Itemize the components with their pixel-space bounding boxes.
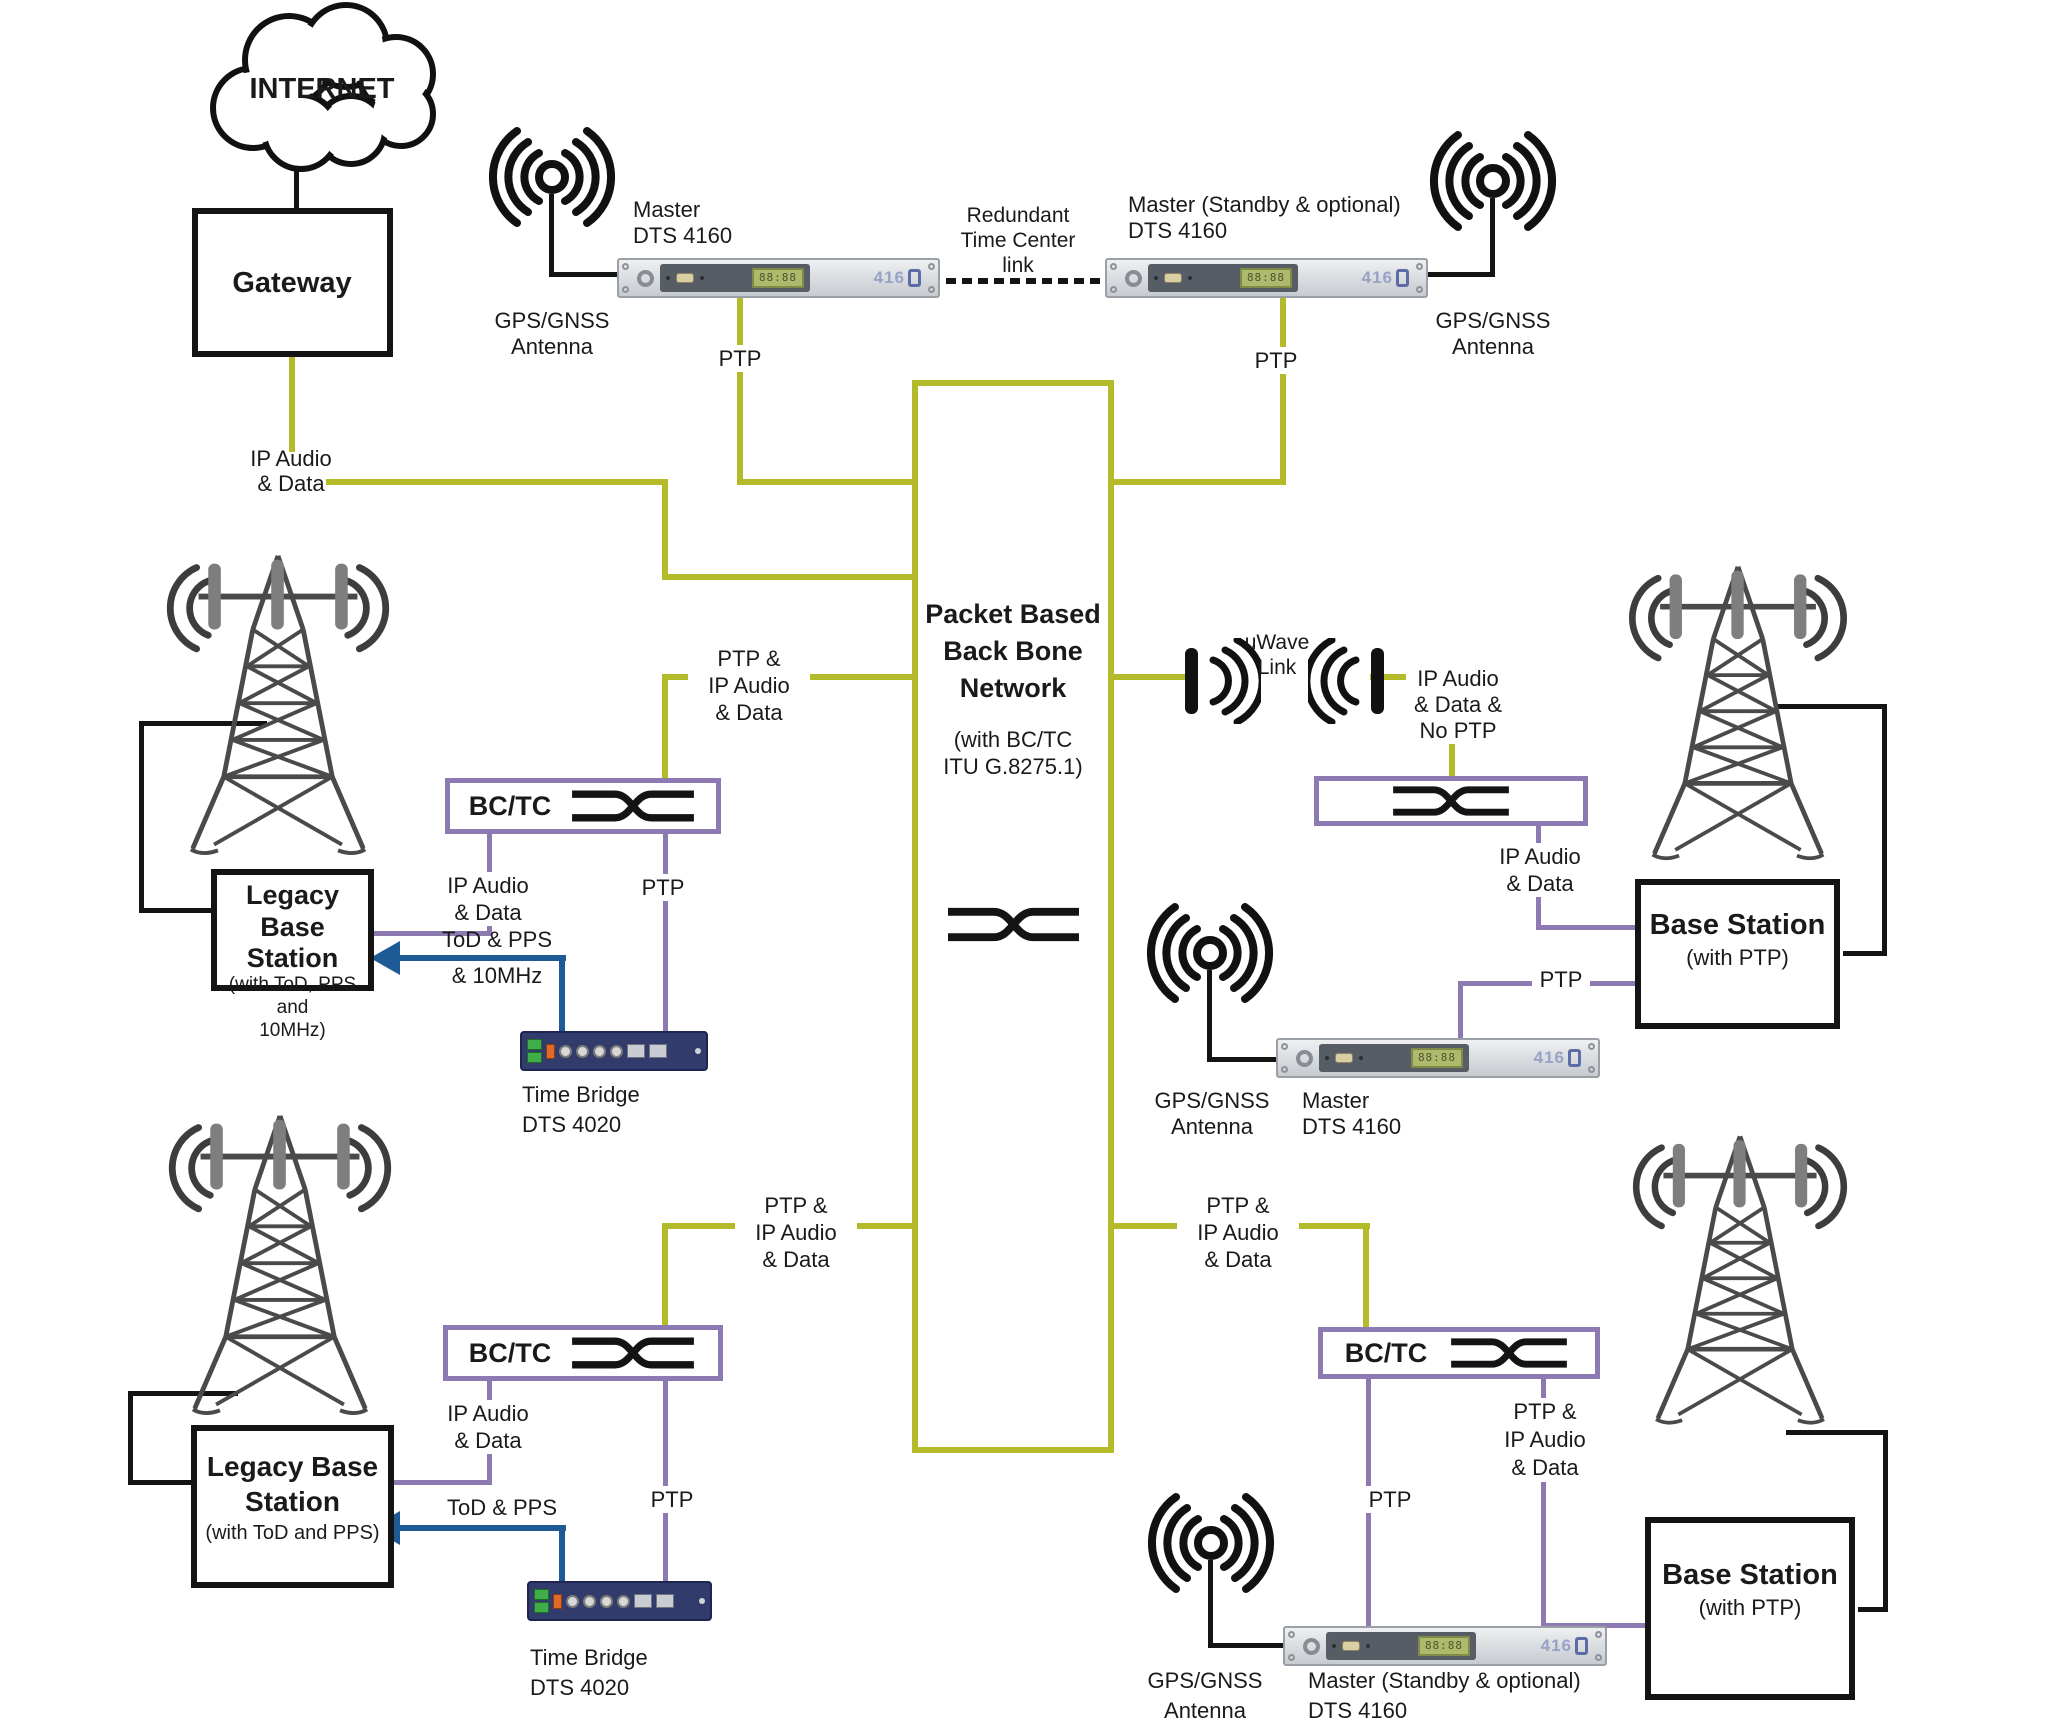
- gps-antenna-icon: [487, 122, 617, 232]
- tower1-link-h2: [139, 908, 213, 913]
- model-4160-mark: 416: [1534, 1048, 1581, 1068]
- model-4160-mark: 416: [1541, 1636, 1588, 1656]
- lcd-display: 88:88: [1411, 1048, 1463, 1068]
- bctc-label: BC/TC: [468, 1337, 552, 1368]
- link-bctc2-ip-h: [394, 1480, 492, 1485]
- front-panel: [660, 264, 810, 292]
- antenna3-mast-h: [1207, 1057, 1280, 1062]
- tower2-link-h2: [1843, 951, 1887, 956]
- tower4-link-v: [1883, 1430, 1888, 1612]
- link-branch1-v: [662, 674, 668, 784]
- power-connector: [553, 1594, 562, 1609]
- switch-icon: [569, 1333, 697, 1373]
- cell-tower-icon: [158, 552, 398, 862]
- time-bridge-label: Time Bridge DTS 4020: [530, 1645, 648, 1700]
- serial-port: [1164, 273, 1182, 283]
- front-panel: [1148, 264, 1298, 292]
- tod-pps-10mhz-label: ToD & PPS: [441, 927, 553, 952]
- master3-label: Master DTS 4160: [1302, 1088, 1402, 1139]
- lcd-display: 88:88: [752, 268, 804, 288]
- serial-port: [1335, 1053, 1353, 1063]
- backbone-subtitle: (with BC/TC ITU G.8275.1): [943, 727, 1083, 779]
- ptp-label: PTP: [644, 1486, 700, 1513]
- rack-ear: [1278, 1041, 1291, 1075]
- gateway-label: Gateway: [232, 267, 352, 299]
- tod-pps-10mhz-label2: & 10MHz: [451, 963, 543, 988]
- ptp-label: PTP: [1248, 347, 1304, 374]
- base-station-1-box: Base Station (with PTP): [1635, 879, 1840, 1029]
- bctc-box-2: [443, 1325, 723, 1381]
- uwave-switch-box: [1314, 776, 1588, 826]
- link-ptp-master2-v: [1280, 296, 1286, 485]
- link-bctc1-ptp-v: [663, 832, 668, 1037]
- model-4160-mark: 416: [874, 268, 921, 288]
- legacy-base-station-1-box: Legacy Base Station (with ToD, PPS and 10MHz): [211, 869, 374, 991]
- rack-ear: [925, 261, 938, 295]
- ptp-ip-audio-data-label: PTP & IP Audio & Data: [1177, 1192, 1299, 1273]
- tower4-link-h2: [1858, 1607, 1888, 1612]
- link-branch2r-v: [1363, 1223, 1369, 1333]
- gps-antenna-label: GPS/GNSS Antenna: [494, 308, 610, 359]
- time-bridge-dts4020-device: [520, 1031, 708, 1071]
- rack-ear: [619, 261, 632, 295]
- model-4160-mark: 416: [1362, 268, 1409, 288]
- ip-audio-data-label: IP Audio & Data: [436, 1400, 540, 1454]
- brand-logo-icon: [637, 270, 654, 287]
- antenna4-mast-h: [1208, 1643, 1286, 1648]
- cell-tower-icon: [1624, 550, 1852, 880]
- gps-antenna-label: GPS/GNSS Antenna: [1147, 1668, 1263, 1723]
- ptp-label: PTP: [635, 874, 691, 901]
- master-dts4160-device: [617, 258, 940, 298]
- bctc-label: BC/TC: [1344, 1337, 1428, 1368]
- rack-ear: [1285, 1629, 1298, 1663]
- time-bridge-dts4020-device: [527, 1581, 712, 1621]
- bctc-box-3: [1318, 1327, 1600, 1379]
- tower3-link-h2: [128, 1480, 194, 1485]
- time-bridge-label: Time Bridge DTS 4020: [522, 1082, 640, 1137]
- brand-logo-icon: [1125, 270, 1142, 287]
- switch-icon: [569, 786, 697, 826]
- master1-label: Master DTS 4160: [633, 197, 733, 248]
- rack-ear: [1413, 261, 1426, 295]
- front-panel: [1326, 1632, 1476, 1660]
- brand-logo-icon: [1303, 1638, 1320, 1655]
- link-ptp-master1-v: [737, 296, 743, 485]
- redundant-link-line: [946, 278, 1104, 284]
- master-dts4160-device: [1276, 1038, 1600, 1078]
- ptp-label: PTP: [712, 345, 768, 372]
- lcd-display: 88:88: [1418, 1636, 1470, 1656]
- rack-ear: [1107, 261, 1120, 295]
- internet-label: INTERNET: [249, 73, 395, 105]
- ptp-label: PTP: [1362, 1486, 1418, 1513]
- power-connector: [546, 1044, 555, 1059]
- legacy-base-station-2-box: Legacy Base Station (with ToD and PPS): [191, 1425, 394, 1588]
- master2-label: Master (Standby & optional) DTS 4160: [1128, 192, 1401, 243]
- link-tod2-h: [396, 1525, 566, 1531]
- link-ptp-master1-h: [737, 479, 918, 485]
- ip-audio-data-label: IP Audio & Data: [1488, 843, 1592, 897]
- base-station-2-box: Base Station (with PTP): [1645, 1517, 1855, 1700]
- link-branch2l-v: [662, 1223, 668, 1331]
- tower2-link-v: [1882, 704, 1887, 956]
- bctc-box-1: [445, 778, 721, 834]
- antenna1-mast-h: [549, 272, 621, 277]
- link-ptp-master2-h: [1108, 479, 1286, 485]
- ptp-ip-audio-data-label: PTP & IP Audio & Data: [1484, 1398, 1606, 1482]
- ethernet-port: [634, 1594, 652, 1608]
- redundant-link-label: Redundant Time Center link: [960, 204, 1076, 277]
- ptp-ip-audio-data-label: PTP & IP Audio & Data: [688, 645, 810, 726]
- switch-icon: [1387, 782, 1515, 820]
- ip-audio-no-ptp-label: IP Audio & Data & No PTP: [1406, 666, 1510, 744]
- ip-audio-data-label: IP Audio & Data: [250, 446, 332, 496]
- link-tod2-v: [559, 1528, 565, 1585]
- link-uwave-h1: [1108, 674, 1188, 680]
- master-standby-dts4160-device: [1283, 1626, 1607, 1666]
- ptp-ip-audio-data-label: PTP & IP Audio & Data: [735, 1192, 857, 1273]
- link-noptp-v: [1449, 740, 1455, 780]
- link-gateway-v2: [662, 479, 668, 580]
- ethernet-port: [627, 1044, 645, 1058]
- tod-pps-label: ToD & PPS: [446, 1495, 558, 1520]
- master-standby-dts4160-device: [1105, 258, 1428, 298]
- ptp-label: PTP: [1532, 966, 1590, 993]
- serial-port: [676, 273, 694, 283]
- front-panel: [1319, 1044, 1469, 1072]
- cell-tower-icon: [1628, 1126, 1852, 1438]
- tower1-link-v: [139, 721, 144, 913]
- link-bctc2-ptp-v: [663, 1381, 668, 1585]
- link-master3-ptp-v: [1458, 984, 1463, 1042]
- backbone-title: Packet Based Back Bone Network: [925, 599, 1101, 703]
- master4-label: Master (Standby & optional) DTS 4160: [1308, 1668, 1581, 1723]
- link-sw-ip-h: [1536, 925, 1640, 930]
- switch-icon: [1445, 1334, 1573, 1372]
- uwave-link-label: uWave Link: [1244, 631, 1310, 679]
- link-gateway-h2: [662, 574, 915, 580]
- ethernet-port: [649, 1044, 667, 1058]
- gps-antenna-icon: [1146, 1488, 1276, 1598]
- cell-tower-icon: [160, 1112, 400, 1422]
- tod1-arrowhead: [370, 941, 400, 975]
- rack-ear: [1592, 1629, 1605, 1663]
- switch-icon: [945, 903, 1082, 946]
- brand-logo-icon: [1296, 1050, 1313, 1067]
- gps-antenna-label: GPS/GNSS Antenna: [1435, 308, 1551, 359]
- link-gateway-h1: [326, 479, 668, 485]
- link-tod1-h: [396, 955, 566, 961]
- bctc-label: BC/TC: [468, 790, 552, 821]
- lcd-display: 88:88: [1240, 268, 1292, 288]
- serial-port: [1342, 1641, 1360, 1651]
- rack-ear: [1585, 1041, 1598, 1075]
- link-gateway-down: [289, 357, 295, 452]
- gps-antenna-icon: [1145, 898, 1275, 1008]
- tower3-link-v: [128, 1391, 133, 1485]
- antenna2-mast-h: [1425, 272, 1495, 277]
- gps-antenna-label: GPS/GNSS Antenna: [1154, 1088, 1270, 1139]
- uwave-antenna-icon: [1308, 638, 1386, 724]
- ip-audio-data-label: IP Audio & Data: [436, 872, 540, 926]
- gps-antenna-icon: [1428, 126, 1558, 236]
- ethernet-port: [656, 1594, 674, 1608]
